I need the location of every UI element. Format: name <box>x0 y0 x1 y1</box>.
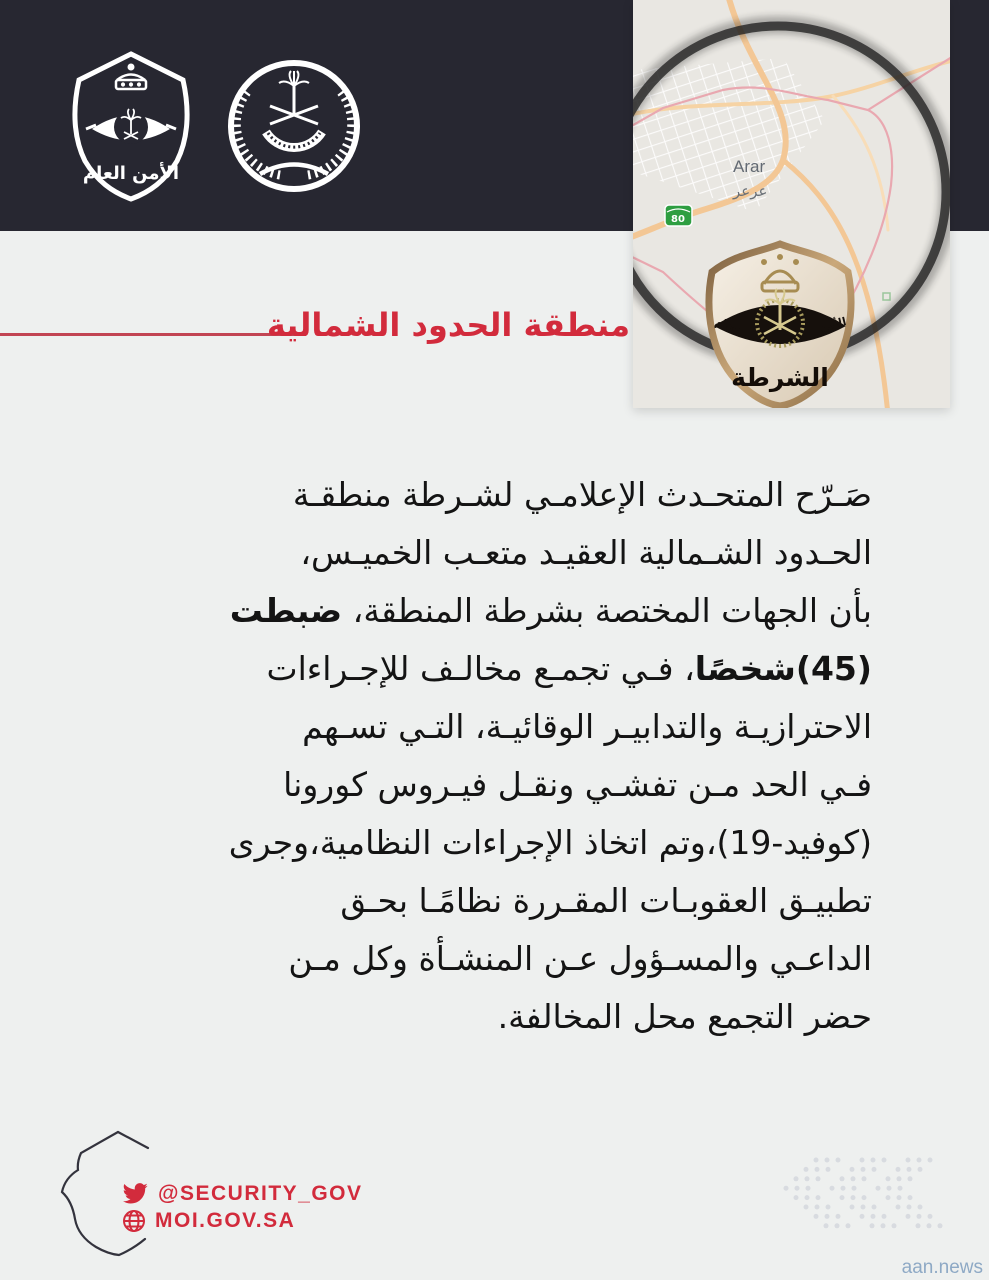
twitter-row <box>122 1180 363 1207</box>
article-line: بأن الجهات المختصة بشرطة المنطقة، ضبطت <box>229 591 872 630</box>
globe-icon <box>122 1209 146 1233</box>
dots-pattern <box>782 1156 944 1232</box>
article-line: الحـدود الشـمالية العقيـد متعـب الخميـس، <box>300 533 872 572</box>
route-80-badge <box>665 205 692 226</box>
moi-emblem <box>224 54 364 200</box>
social-handles <box>122 1180 363 1234</box>
banner-arc <box>266 132 322 148</box>
badge-text-right: الأمن <box>816 314 848 335</box>
badge-text-bottom: الشرطة <box>731 363 829 392</box>
article-line: تطبيـق العقوبـات المقـررة نظامًـا بحـق <box>340 881 872 920</box>
article-line: (45)شخصًا، فـي تجمـع مخالـف للإجـراءات <box>266 649 872 688</box>
article-line: الاحترازيـة والتدابيـر الوقائيـة، التـي تسـهم <box>302 707 872 746</box>
arar-map-photo <box>633 0 950 408</box>
title-divider-line <box>0 333 306 336</box>
badge-text-left: العام <box>713 315 743 335</box>
eye-palm-emblem <box>86 109 176 144</box>
city-label-ar: عرعر <box>733 182 768 200</box>
crown-icon <box>116 64 146 89</box>
twitter-icon <box>122 1183 149 1205</box>
article-line: (كوفيد-19)،وتم اتخاذ الإجراءات النظامية،وجرى <box>228 823 872 862</box>
palm-swords-icon <box>270 71 318 124</box>
article-line: صَـرّح المتحـدث الإعلامـي لشـرطة منطقـة <box>292 475 872 514</box>
ps-logo-label: الأمن العام <box>82 163 180 184</box>
article-line: حضر التجمع محل المخالفة. <box>497 997 872 1036</box>
article-line: فـي الحد مـن تفشـي ونقـل فيـروس كورونا <box>283 765 872 804</box>
svg-text:80: 80 <box>671 214 685 225</box>
city-label-en: Arar <box>733 157 766 176</box>
website-url: MOI.GOV.SA <box>155 1208 296 1232</box>
article-line: الداعـي والمسـؤول عـن المنشـأة وكل مـن <box>288 939 872 978</box>
aan-news-watermark: aan.news <box>901 1257 983 1278</box>
twitter-handle: @SECURITY_GOV <box>158 1181 363 1205</box>
public-security-logo <box>62 50 200 204</box>
website-row <box>122 1207 363 1234</box>
article-text <box>110 466 872 1046</box>
region-title: منطقة الحدود الشمالية <box>266 306 630 344</box>
